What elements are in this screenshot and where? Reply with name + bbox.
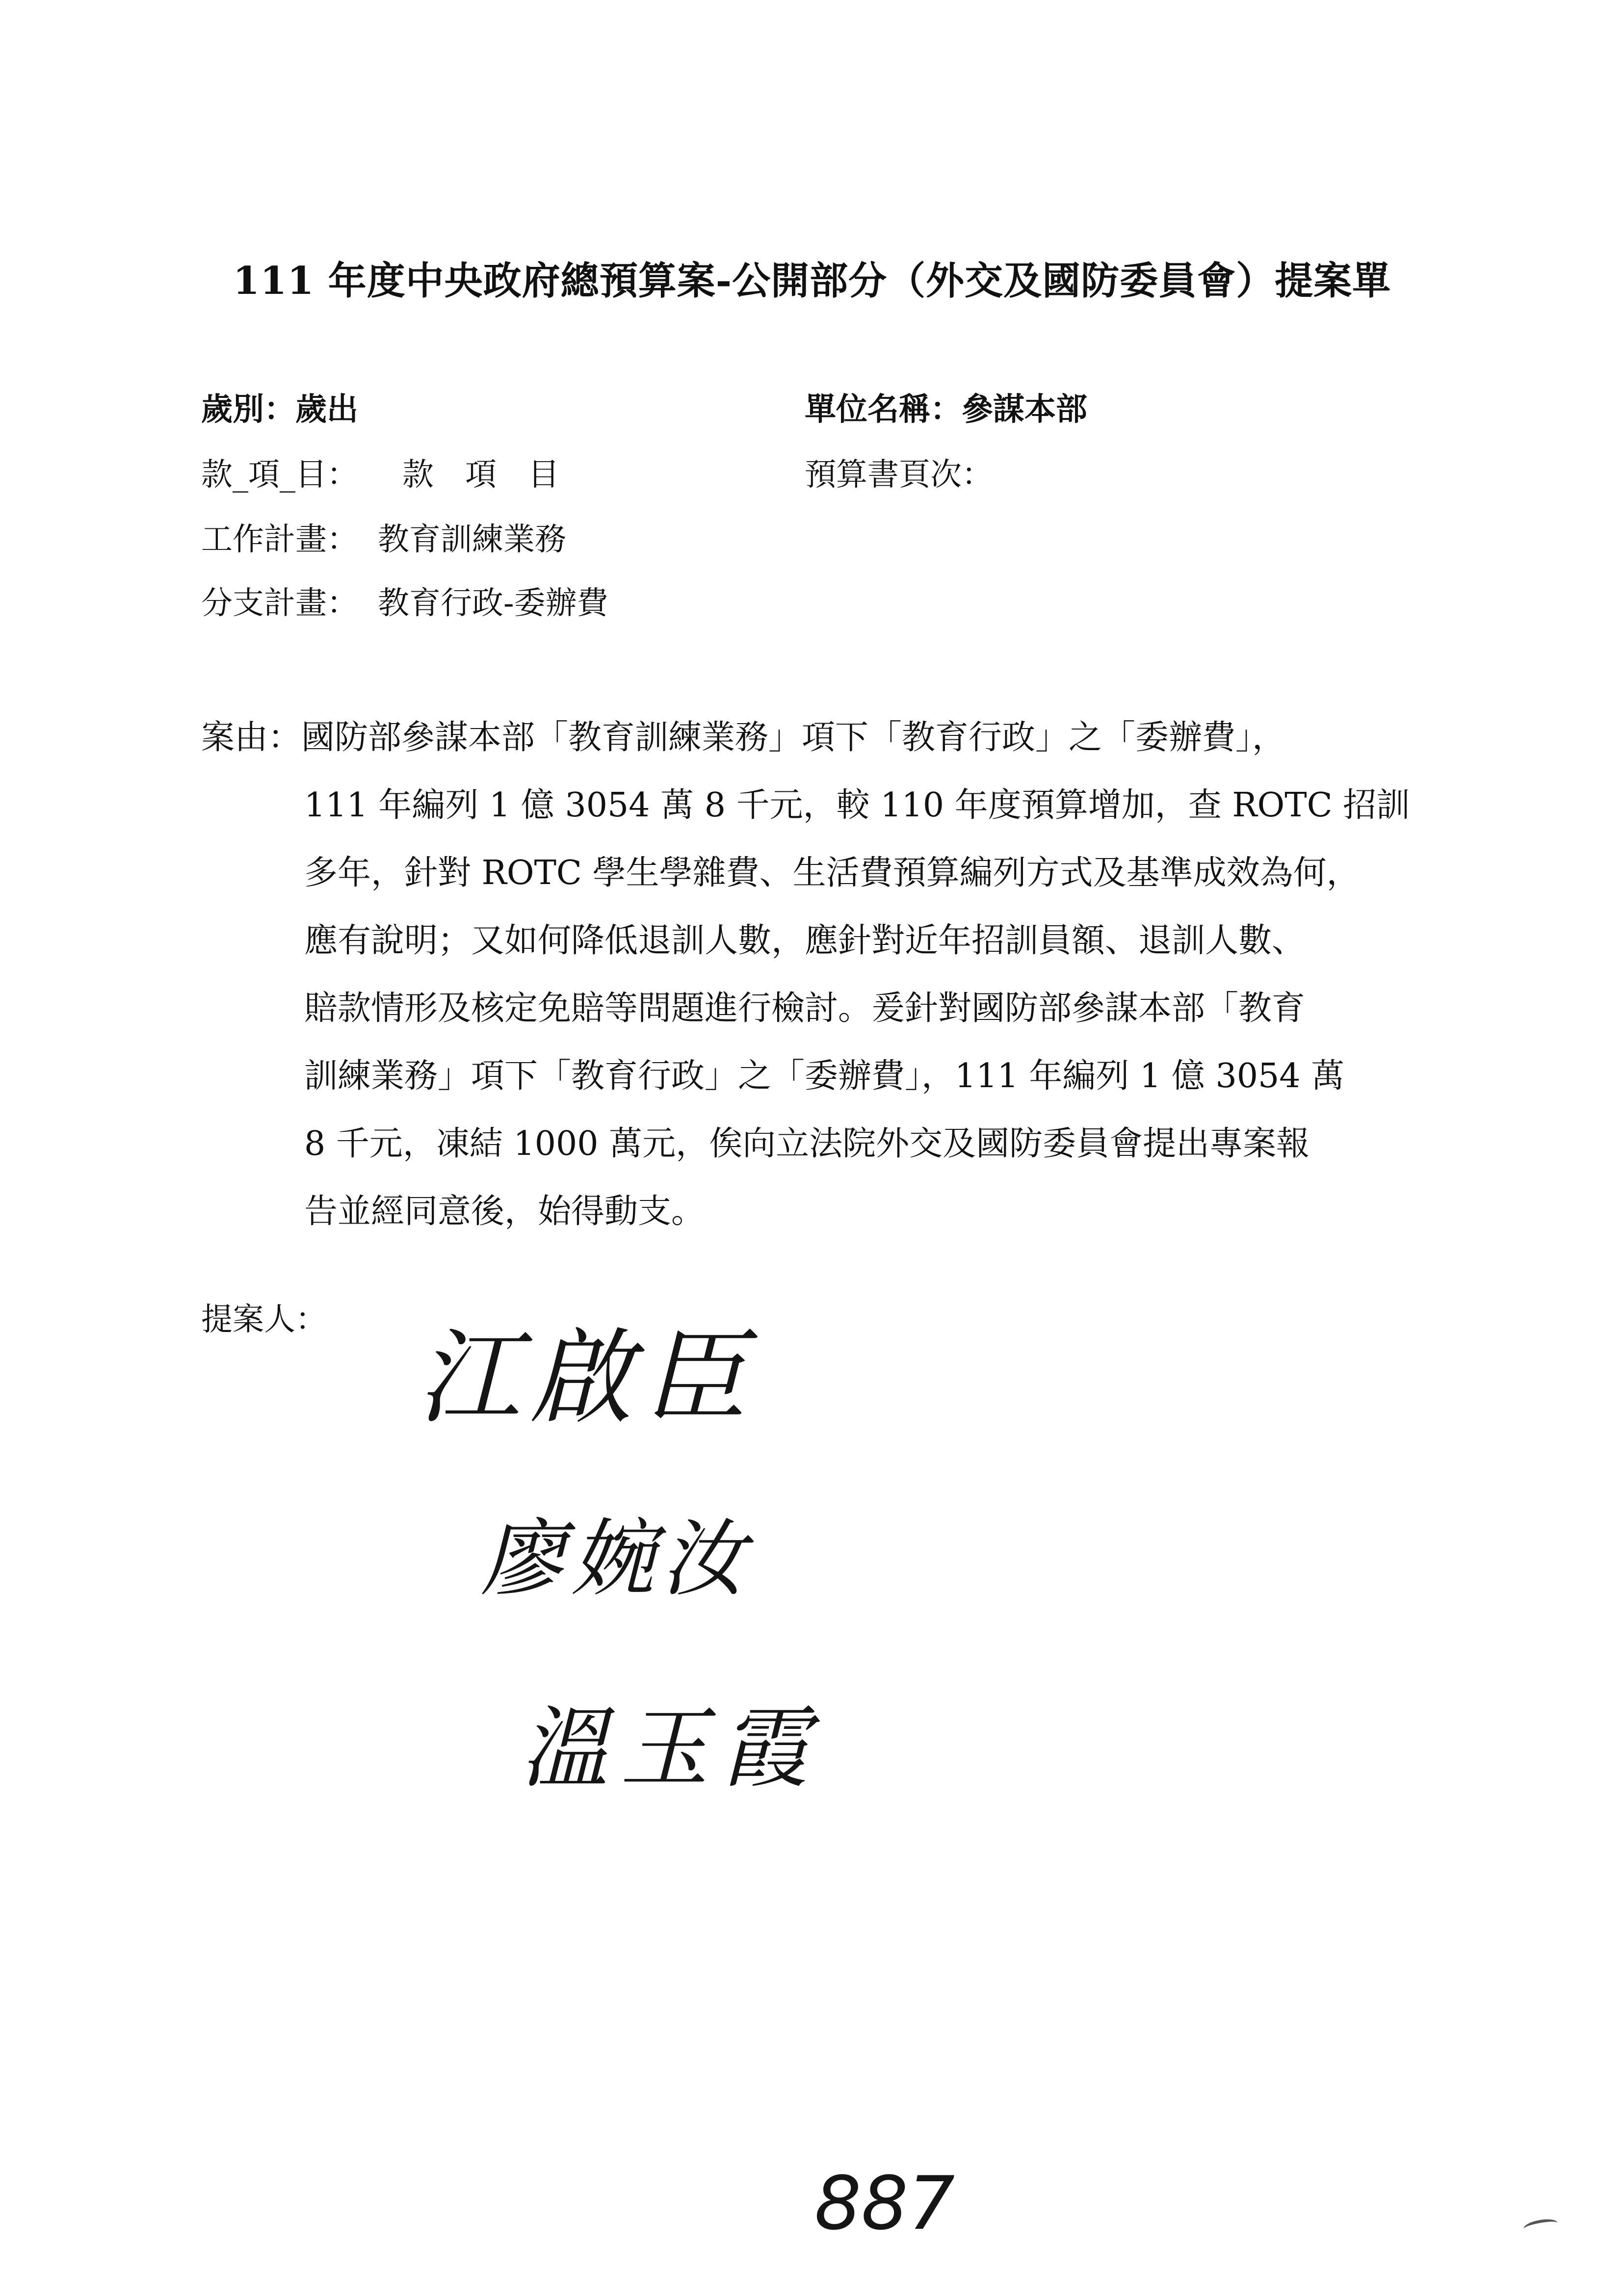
unit-label: 單位名稱： — [805, 391, 962, 428]
subplan-label: 分支計畫： — [201, 585, 358, 622]
reason-line: 賠款情形及核定免賠等問題進行檢討。爰針對國防部參謀本部「教育 — [304, 989, 1306, 1028]
category-row — [201, 390, 358, 429]
reason-line: 國防部參謀本部「教育訓練業務」項下「教育行政」之「委辦費」， — [301, 718, 1286, 757]
signature: 溫玉霞 — [520, 1697, 821, 1800]
scan-mark — [1522, 2217, 1558, 2235]
unit-row — [805, 390, 1087, 429]
page-ref-row — [805, 455, 993, 495]
signature: 江啟臣 — [417, 1318, 756, 1438]
reason-first-line — [201, 704, 1472, 772]
proposer-label: 提案人： — [201, 1302, 327, 1338]
reason-line: 告並經同意後，始得動支。 — [304, 1192, 705, 1231]
category-label: 歲別： — [201, 391, 295, 428]
reason-block — [201, 704, 1472, 1246]
unit-value: 參謀本部 — [962, 391, 1087, 428]
plan-row — [201, 520, 566, 559]
page-ref-label: 預算書頁次： — [805, 457, 993, 493]
category-value: 歲出 — [295, 391, 358, 428]
plan-label: 工作計畫： — [201, 522, 358, 558]
reason-line: 多年，針對 ROTC 學生學雜費、生活費預算編列方式及基準成效為何， — [304, 854, 1360, 892]
reason-line: 應有說明；又如何降低退訓人數，應針對近年招訓員額、退訓人數、 — [304, 921, 1306, 960]
reason-label: 案由： — [201, 718, 302, 757]
page-title: 111 年度中央政府總預算案-公開部分（外交及國防委員會）提案單 — [233, 259, 1391, 303]
subplan-row — [201, 584, 608, 623]
subplan-value: 教育行政-委辦費 — [378, 585, 608, 622]
item-label: 款_項_目： — [201, 457, 358, 493]
item-value: 款 項 目 — [402, 457, 559, 493]
item-row — [201, 455, 559, 495]
page-number: 887 — [814, 2161, 955, 2246]
reason-line: 8 千元，凍結 1000 萬元，俟向立法院外交及國防委員會提出專案報 — [304, 1124, 1310, 1163]
reason-line: 訓練業務」項下「教育行政」之「委辦費」，111 年編列 1 億 3054 萬 — [304, 1057, 1345, 1096]
signature: 廖婉汝 — [481, 1511, 752, 1608]
reason-line: 111 年編列 1 億 3054 萬 8 千元，較 110 年度預算增加，查 ROTC 招訓 — [304, 786, 1410, 825]
plan-value: 教育訓練業務 — [378, 522, 566, 558]
signatures — [393, 1295, 1030, 1835]
